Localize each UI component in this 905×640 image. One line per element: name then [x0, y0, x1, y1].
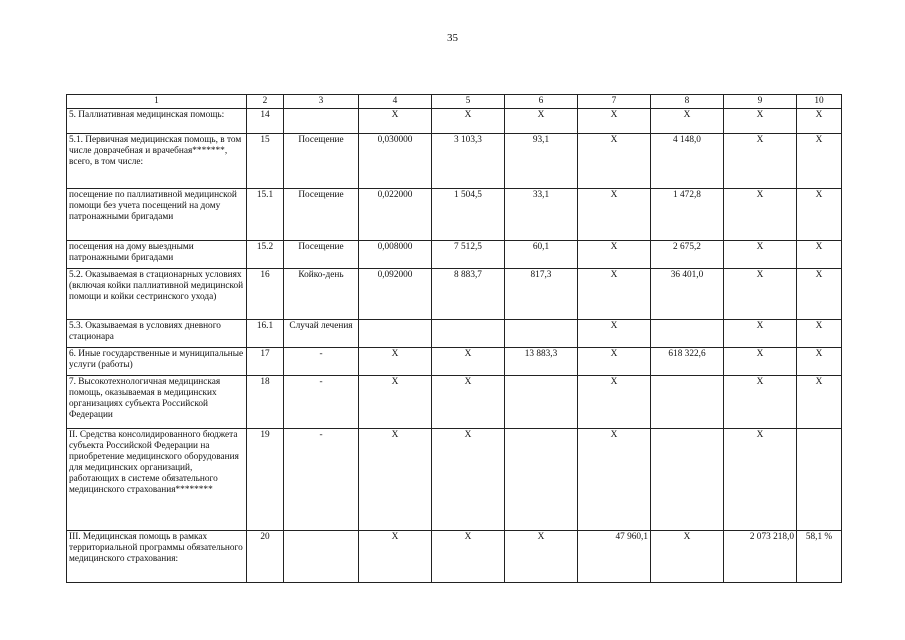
row-number: 19: [247, 429, 284, 531]
table-cell: 58,1 %: [797, 531, 842, 583]
table-cell: 2 675,2: [651, 241, 724, 269]
table-cell: Х: [432, 376, 505, 429]
column-header: 6: [505, 95, 578, 109]
table-cell: [505, 429, 578, 531]
data-table: [66, 94, 842, 583]
table-cell: [651, 429, 724, 531]
table-cell: Х: [432, 109, 505, 134]
unit-cell: -: [284, 429, 359, 531]
table-cell: Х: [797, 348, 842, 376]
unit-cell: Посещение: [284, 189, 359, 241]
table-cell: 7 512,5: [432, 241, 505, 269]
table-cell: Х: [724, 134, 797, 189]
table-row: [67, 134, 842, 189]
table-cell: 0,008000: [359, 241, 432, 269]
table-row: [67, 189, 842, 241]
table-cell: Х: [578, 429, 651, 531]
row-description: III. Медицинская помощь в рамках территориальной программы обязательного медицинского страхования:: [67, 531, 247, 583]
table-cell: [651, 376, 724, 429]
table-cell: Х: [797, 189, 842, 241]
column-header: 1: [67, 95, 247, 109]
table-cell: Х: [505, 109, 578, 134]
table-cell: Х: [578, 269, 651, 320]
column-header: 5: [432, 95, 505, 109]
table-cell: 8 883,7: [432, 269, 505, 320]
row-number: 14: [247, 109, 284, 134]
table-cell: [505, 376, 578, 429]
table-cell: 0,022000: [359, 189, 432, 241]
table-cell: 93,1: [505, 134, 578, 189]
row-number: 20: [247, 531, 284, 583]
table-cell: [797, 429, 842, 531]
table-cell: 1 472,8: [651, 189, 724, 241]
column-header: 4: [359, 95, 432, 109]
table-cell: 3 103,3: [432, 134, 505, 189]
table-cell: Х: [432, 531, 505, 583]
table-cell: 33,1: [505, 189, 578, 241]
row-number: 16: [247, 269, 284, 320]
unit-cell: Посещение: [284, 241, 359, 269]
row-description: 5.3. Оказываемая в условиях дневного стационара: [67, 320, 247, 348]
row-number: 17: [247, 348, 284, 376]
column-header: 8: [651, 95, 724, 109]
table-cell: Х: [797, 320, 842, 348]
table-cell: Х: [797, 134, 842, 189]
row-description: посещение по паллиативной медицинской помощи без учета посещений на дому патронажными бригадами: [67, 189, 247, 241]
unit-cell: [284, 531, 359, 583]
table-cell: Х: [578, 348, 651, 376]
row-description: 7. Высокотехнологичная медицинская помощь, оказываемая в медицинских организациях субъекта Российской Федерации: [67, 376, 247, 429]
column-header: 10: [797, 95, 842, 109]
table-cell: Х: [359, 429, 432, 531]
row-description: II. Средства консолидированного бюджета субъекта Российской Федерации на приобретение медицинского оборудования для медицинских организаций, работающих в системе обязательного медицинского страхования********: [67, 429, 247, 531]
table-cell: [432, 320, 505, 348]
table-row: [67, 320, 842, 348]
row-number: 15: [247, 134, 284, 189]
column-header: 2: [247, 95, 284, 109]
table-cell: Х: [724, 320, 797, 348]
table-cell: 13 883,3: [505, 348, 578, 376]
unit-cell: Койко-день: [284, 269, 359, 320]
row-number: 18: [247, 376, 284, 429]
row-number: 15.2: [247, 241, 284, 269]
table-cell: Х: [578, 134, 651, 189]
row-number: 15.1: [247, 189, 284, 241]
table-cell: Х: [724, 189, 797, 241]
column-header: 3: [284, 95, 359, 109]
table-cell: Х: [359, 109, 432, 134]
table-cell: [651, 320, 724, 348]
table-cell: Х: [797, 109, 842, 134]
table-cell: Х: [432, 429, 505, 531]
table-row: [67, 376, 842, 429]
unit-cell: -: [284, 348, 359, 376]
table-header-row: [67, 95, 842, 109]
table-cell: 47 960,1: [578, 531, 651, 583]
table-row: [67, 269, 842, 320]
table-cell: Х: [724, 241, 797, 269]
table-cell: Х: [724, 376, 797, 429]
table-cell: Х: [724, 348, 797, 376]
table-cell: Х: [724, 109, 797, 134]
table-row: [67, 348, 842, 376]
table-cell: 618 322,6: [651, 348, 724, 376]
table-cell: Х: [724, 269, 797, 320]
table-cell: 1 504,5: [432, 189, 505, 241]
row-number: 16.1: [247, 320, 284, 348]
table-cell: Х: [578, 241, 651, 269]
table-cell: [359, 320, 432, 348]
table-cell: Х: [359, 348, 432, 376]
unit-cell: Посещение: [284, 134, 359, 189]
table-cell: Х: [651, 531, 724, 583]
unit-cell: -: [284, 376, 359, 429]
row-description: посещения на дому выездными патронажными бригадами: [67, 241, 247, 269]
row-description: 5. Паллиативная медицинская помощь:: [67, 109, 247, 134]
table-cell: Х: [578, 376, 651, 429]
table-cell: Х: [359, 376, 432, 429]
table-cell: Х: [578, 109, 651, 134]
table-cell: 0,092000: [359, 269, 432, 320]
column-header: 7: [578, 95, 651, 109]
table-cell: Х: [651, 109, 724, 134]
table-row: [67, 109, 842, 134]
table-cell: Х: [359, 531, 432, 583]
table-cell: Х: [578, 320, 651, 348]
unit-cell: [284, 109, 359, 134]
row-description: 5.1. Первичная медицинская помощь, в том числе доврачебная и врачебная*******, всего, в том числе:: [67, 134, 247, 189]
table-cell: 60,1: [505, 241, 578, 269]
column-header: 9: [724, 95, 797, 109]
table-row: [67, 429, 842, 531]
table-cell: Х: [505, 531, 578, 583]
table-row: [67, 241, 842, 269]
table-row: [67, 531, 842, 583]
table-cell: Х: [724, 429, 797, 531]
table-cell: Х: [797, 376, 842, 429]
table-cell: 0,030000: [359, 134, 432, 189]
table-cell: 2 073 218,0: [724, 531, 797, 583]
table-cell: 36 401,0: [651, 269, 724, 320]
table-cell: Х: [432, 348, 505, 376]
table-cell: Х: [797, 241, 842, 269]
table-cell: Х: [578, 189, 651, 241]
table-cell: 4 148,0: [651, 134, 724, 189]
table-cell: Х: [797, 269, 842, 320]
unit-cell: Случай лечения: [284, 320, 359, 348]
table-cell: 817,3: [505, 269, 578, 320]
page-number: 35: [447, 32, 458, 44]
table-cell: [505, 320, 578, 348]
row-description: 5.2. Оказываемая в стационарных условиях (включая койки паллиативной медицинской помощи и койки сестринского ухода): [67, 269, 247, 320]
row-description: 6. Иные государственные и муниципальные услуги (работы): [67, 348, 247, 376]
